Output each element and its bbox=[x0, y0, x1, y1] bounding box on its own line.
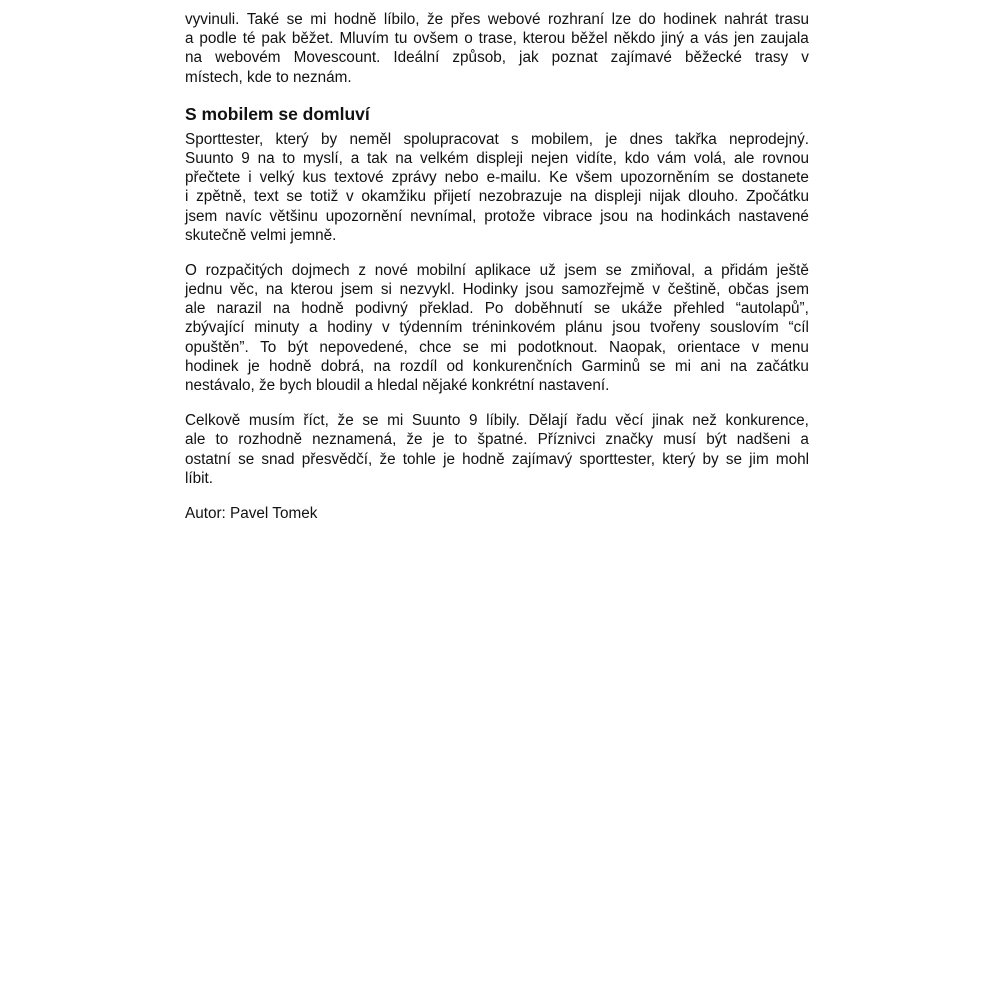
word: nastavené bbox=[738, 207, 809, 225]
word: jsou bbox=[525, 281, 554, 299]
word: i bbox=[185, 188, 189, 206]
word: nijak bbox=[649, 188, 681, 206]
word: hodiny bbox=[327, 319, 373, 337]
text-line bbox=[185, 299, 809, 318]
word: být bbox=[706, 431, 727, 449]
word: přes bbox=[450, 11, 481, 28]
word: se bbox=[238, 450, 255, 468]
word: opuštěn”. bbox=[185, 338, 249, 356]
word: ale bbox=[733, 149, 755, 167]
word: od bbox=[446, 357, 464, 375]
word: “cíl bbox=[788, 319, 809, 337]
word: 9 bbox=[241, 149, 250, 167]
word: Ke bbox=[549, 169, 568, 187]
word: s bbox=[511, 130, 519, 148]
word: snad bbox=[261, 450, 295, 468]
word: e-mailu. bbox=[486, 169, 542, 187]
word: textové bbox=[334, 169, 384, 187]
word: kdo bbox=[624, 149, 650, 167]
word: Suunto bbox=[185, 149, 234, 167]
word: mi bbox=[674, 357, 691, 375]
word: ani bbox=[700, 357, 721, 375]
text-line bbox=[185, 357, 809, 376]
word: dobrá, bbox=[320, 357, 365, 375]
word: přijetí bbox=[433, 188, 472, 206]
paragraph-conclusion bbox=[185, 411, 809, 488]
word: do bbox=[638, 11, 656, 28]
word: tohle bbox=[402, 450, 436, 468]
word: a bbox=[185, 30, 194, 48]
word: mi bbox=[310, 11, 327, 28]
word: většinu bbox=[269, 207, 318, 225]
word: nové bbox=[374, 261, 408, 279]
word: rozhraní bbox=[548, 11, 605, 28]
word: tu bbox=[394, 30, 408, 48]
word: líbily. bbox=[486, 412, 520, 430]
word: displeji bbox=[594, 188, 642, 206]
word: neměl bbox=[349, 130, 392, 148]
word: minuty bbox=[254, 319, 300, 337]
word: se bbox=[286, 11, 303, 28]
word: nadšeni bbox=[736, 431, 791, 449]
word: v bbox=[751, 338, 760, 356]
word: se bbox=[462, 338, 479, 356]
word: značky bbox=[605, 431, 654, 449]
word: špatné. bbox=[477, 431, 528, 449]
word: na bbox=[272, 300, 290, 318]
word: v bbox=[801, 49, 809, 67]
word: je bbox=[247, 357, 260, 375]
word: to bbox=[215, 431, 229, 449]
word: na bbox=[257, 149, 275, 167]
word: i bbox=[248, 169, 252, 187]
word: kterou bbox=[522, 30, 566, 48]
word: hodinkách bbox=[660, 207, 731, 225]
word: věcí bbox=[615, 412, 644, 430]
word: zajímavý bbox=[511, 450, 573, 468]
word: Zpočátku bbox=[746, 188, 809, 206]
word: takřka bbox=[675, 130, 717, 148]
word: vás bbox=[704, 30, 729, 48]
word: Mluvím bbox=[339, 30, 389, 48]
word: Hodinky bbox=[462, 281, 518, 299]
word: jinak bbox=[652, 412, 684, 430]
word: doběhnutí bbox=[514, 300, 583, 318]
word: že bbox=[379, 450, 396, 468]
word: běžecké bbox=[684, 49, 742, 67]
word: se bbox=[286, 188, 303, 206]
word: v bbox=[652, 281, 660, 299]
word: týdenním bbox=[399, 319, 463, 337]
word: si bbox=[380, 281, 392, 299]
text-line bbox=[185, 430, 809, 449]
word: rozhodně bbox=[238, 431, 303, 449]
word: je bbox=[443, 450, 455, 468]
word: webové bbox=[487, 11, 541, 28]
word: O bbox=[185, 261, 197, 279]
word: jiný bbox=[661, 30, 685, 48]
author-line: Autor: Pavel Tomek bbox=[185, 504, 318, 522]
word: věc, bbox=[230, 281, 259, 299]
text-line bbox=[185, 29, 809, 48]
word: Sporttester, bbox=[185, 130, 264, 148]
word: na bbox=[185, 49, 203, 67]
word: jak bbox=[519, 49, 539, 67]
word: než bbox=[692, 412, 717, 430]
word: webovém bbox=[215, 49, 281, 67]
word: totiž bbox=[310, 188, 339, 206]
word: podle bbox=[199, 30, 237, 48]
word: lze bbox=[611, 11, 632, 28]
word: upozornění bbox=[325, 207, 403, 225]
word: jsem bbox=[776, 281, 809, 299]
word: se bbox=[717, 169, 734, 187]
word: ještě bbox=[776, 261, 809, 279]
word: překlad. bbox=[419, 300, 474, 318]
text-line: skutečně velmi jemně. bbox=[185, 226, 337, 244]
word: všem bbox=[575, 169, 613, 187]
word: a bbox=[703, 261, 713, 279]
word: musí bbox=[663, 431, 697, 449]
word: konkurence, bbox=[725, 412, 809, 430]
text-line bbox=[185, 280, 809, 299]
word: velký bbox=[259, 169, 295, 187]
word: mi bbox=[387, 412, 404, 430]
word: Příznivci bbox=[537, 431, 596, 449]
word: upozorněním bbox=[620, 169, 710, 187]
word: se bbox=[605, 261, 622, 279]
word: běžet. bbox=[291, 30, 334, 48]
word: přehled bbox=[673, 300, 725, 318]
word: Naopak, bbox=[609, 338, 666, 356]
word: dostanete bbox=[741, 169, 809, 187]
word: na bbox=[373, 357, 391, 375]
word: na bbox=[395, 149, 413, 167]
word: přečtete bbox=[185, 169, 241, 187]
text-line bbox=[185, 48, 809, 67]
word: líbilo, bbox=[383, 11, 420, 28]
word: neprodejný. bbox=[729, 130, 809, 148]
word: nejen bbox=[530, 149, 569, 167]
word: zbývající bbox=[185, 319, 245, 337]
word: občas bbox=[728, 281, 769, 299]
word: zmiňoval, bbox=[630, 261, 696, 279]
word: že bbox=[337, 412, 354, 430]
word: vyvinuli. bbox=[185, 11, 240, 28]
word: text bbox=[254, 188, 279, 206]
word: jsem bbox=[564, 261, 597, 279]
paragraph-mobile-notifications bbox=[185, 130, 809, 245]
word: hodinek bbox=[185, 357, 239, 375]
word: zprávy bbox=[391, 169, 437, 187]
paragraph-intro-continued bbox=[185, 10, 809, 87]
word: kterou bbox=[290, 281, 334, 299]
word: běžel bbox=[571, 30, 608, 48]
word: češtině, bbox=[667, 281, 721, 299]
word: na bbox=[265, 281, 283, 299]
word: 9 bbox=[469, 412, 478, 430]
word: orientace bbox=[677, 338, 741, 356]
word: jsou bbox=[612, 319, 641, 337]
word: je bbox=[432, 431, 445, 449]
word: v bbox=[382, 319, 390, 337]
word: rozpačitých bbox=[205, 261, 284, 279]
word: jsem bbox=[340, 281, 374, 299]
word: dnes bbox=[629, 130, 663, 148]
word: řadu bbox=[576, 412, 607, 430]
word: té bbox=[242, 30, 256, 48]
word: mobilní bbox=[416, 261, 466, 279]
word: ale bbox=[185, 300, 206, 318]
word: jim bbox=[749, 450, 769, 468]
word: podivný bbox=[355, 300, 408, 318]
word: rozdíl bbox=[399, 357, 438, 375]
word: jednu bbox=[185, 281, 223, 299]
text-line bbox=[185, 411, 809, 430]
word: se bbox=[593, 300, 611, 318]
word: se bbox=[649, 357, 666, 375]
word: Ideální bbox=[393, 49, 440, 67]
word: přesvědčí, bbox=[301, 450, 373, 468]
word: vibrace bbox=[543, 207, 593, 225]
word: zpětně, bbox=[196, 188, 247, 206]
word: trase, bbox=[478, 30, 517, 48]
word: začátku bbox=[756, 357, 809, 375]
word: menu bbox=[770, 338, 809, 356]
word: jsem bbox=[185, 207, 218, 225]
word: přidám bbox=[721, 261, 768, 279]
word: hodinek bbox=[663, 11, 717, 28]
word: je bbox=[605, 130, 618, 148]
text-line bbox=[185, 168, 809, 187]
word: vám bbox=[657, 149, 687, 167]
word: Movescount. bbox=[293, 49, 381, 67]
word: nevnímal, bbox=[410, 207, 477, 225]
word: někdo bbox=[613, 30, 656, 48]
word: kus bbox=[302, 169, 327, 187]
word: zaujala bbox=[760, 30, 809, 48]
word: jsou bbox=[600, 207, 629, 225]
word: samozřejmě bbox=[561, 281, 645, 299]
word: mohl bbox=[775, 450, 809, 468]
text-line: místech, kde to neznám. bbox=[185, 68, 352, 86]
word: být bbox=[287, 338, 308, 356]
word: nezobrazuje bbox=[478, 188, 563, 206]
word: narazil bbox=[216, 300, 262, 318]
text-line bbox=[185, 130, 809, 149]
word: tréninkovém bbox=[472, 319, 556, 337]
document-page bbox=[185, 10, 809, 523]
word: že bbox=[406, 431, 423, 449]
word: spolupracovat bbox=[403, 130, 499, 148]
word: trasy bbox=[755, 49, 789, 67]
word: musím bbox=[248, 412, 295, 430]
word: nezvykl. bbox=[399, 281, 455, 299]
word: který bbox=[662, 450, 696, 468]
word: hodně bbox=[333, 11, 377, 28]
word: a bbox=[689, 30, 699, 48]
word: velkém bbox=[420, 149, 469, 167]
text-line bbox=[185, 338, 809, 357]
word: ukáže bbox=[621, 300, 663, 318]
word: navíc bbox=[225, 207, 262, 225]
word: Dělají bbox=[528, 412, 568, 430]
word: sporttester, bbox=[579, 450, 656, 468]
word: mobilem, bbox=[531, 130, 594, 148]
word: tvořeny bbox=[650, 319, 701, 337]
word: protože bbox=[484, 207, 536, 225]
text-line bbox=[185, 187, 809, 206]
word: nepovedené, bbox=[319, 338, 408, 356]
word: říct, bbox=[303, 412, 329, 430]
word: podotknout. bbox=[517, 338, 598, 356]
word: že bbox=[427, 11, 444, 28]
word: ovšem bbox=[413, 30, 459, 48]
text-line bbox=[185, 149, 809, 168]
word: jen bbox=[734, 30, 755, 48]
word: To bbox=[260, 338, 277, 356]
text-line bbox=[185, 207, 809, 226]
word: hodně bbox=[462, 450, 505, 468]
word: na bbox=[729, 357, 747, 375]
word: ostatní bbox=[185, 450, 231, 468]
word: vidíte, bbox=[576, 149, 617, 167]
word: dojmech bbox=[291, 261, 350, 279]
word: rovnou bbox=[762, 149, 809, 167]
word: souslovím bbox=[709, 319, 779, 337]
word: na bbox=[635, 207, 653, 225]
word: nebo bbox=[444, 169, 479, 187]
word: to bbox=[282, 149, 296, 167]
word: chce bbox=[419, 338, 452, 356]
paragraph-translation bbox=[185, 261, 809, 395]
word: na bbox=[569, 188, 587, 206]
text-line bbox=[185, 261, 809, 280]
word: se bbox=[725, 450, 742, 468]
word: Celkově bbox=[185, 412, 241, 430]
word: tak bbox=[367, 149, 388, 167]
text-line: nestávalo, že bych bloudil a hledal nějaké konkrétní nastavení. bbox=[185, 377, 610, 394]
word: Suunto bbox=[411, 412, 461, 430]
word: dlouho. bbox=[688, 188, 739, 206]
word: to bbox=[454, 431, 468, 449]
word: už bbox=[539, 261, 556, 279]
word: aplikace bbox=[474, 261, 531, 279]
word: myslí, bbox=[302, 149, 343, 167]
word: neznamená, bbox=[312, 431, 397, 449]
word: Také bbox=[246, 11, 280, 28]
word: pak bbox=[261, 30, 287, 48]
word: způsob, bbox=[452, 49, 506, 67]
text-line bbox=[185, 10, 809, 29]
word: se bbox=[362, 412, 379, 430]
word: Po bbox=[484, 300, 504, 318]
word: trasu bbox=[774, 11, 809, 28]
word: hodně bbox=[269, 357, 312, 375]
word: z bbox=[358, 261, 367, 279]
word: který bbox=[275, 130, 309, 148]
word: a bbox=[309, 319, 318, 337]
word: hodně bbox=[301, 300, 344, 318]
word: zajímavé bbox=[610, 49, 672, 67]
word: by bbox=[702, 450, 719, 468]
word: “autolapů”, bbox=[735, 300, 809, 318]
word: Garminů bbox=[581, 357, 641, 375]
word: nahrát bbox=[724, 11, 768, 28]
section-heading: S mobilem se domluví bbox=[185, 103, 370, 124]
word: okamžiku bbox=[361, 188, 426, 206]
word: a bbox=[350, 149, 360, 167]
word: ale bbox=[185, 431, 206, 449]
word: v bbox=[345, 188, 354, 206]
word: plánu bbox=[565, 319, 603, 337]
word: o bbox=[464, 30, 473, 48]
text-line: líbit. bbox=[185, 469, 214, 487]
text-line bbox=[185, 450, 809, 469]
word: displeji bbox=[476, 149, 524, 167]
word: poznat bbox=[551, 49, 598, 67]
word: by bbox=[321, 130, 338, 148]
word: mi bbox=[490, 338, 507, 356]
word: a bbox=[800, 431, 809, 449]
text-line bbox=[185, 318, 809, 337]
word: volá, bbox=[693, 149, 727, 167]
word: konkurenčních bbox=[472, 357, 573, 375]
